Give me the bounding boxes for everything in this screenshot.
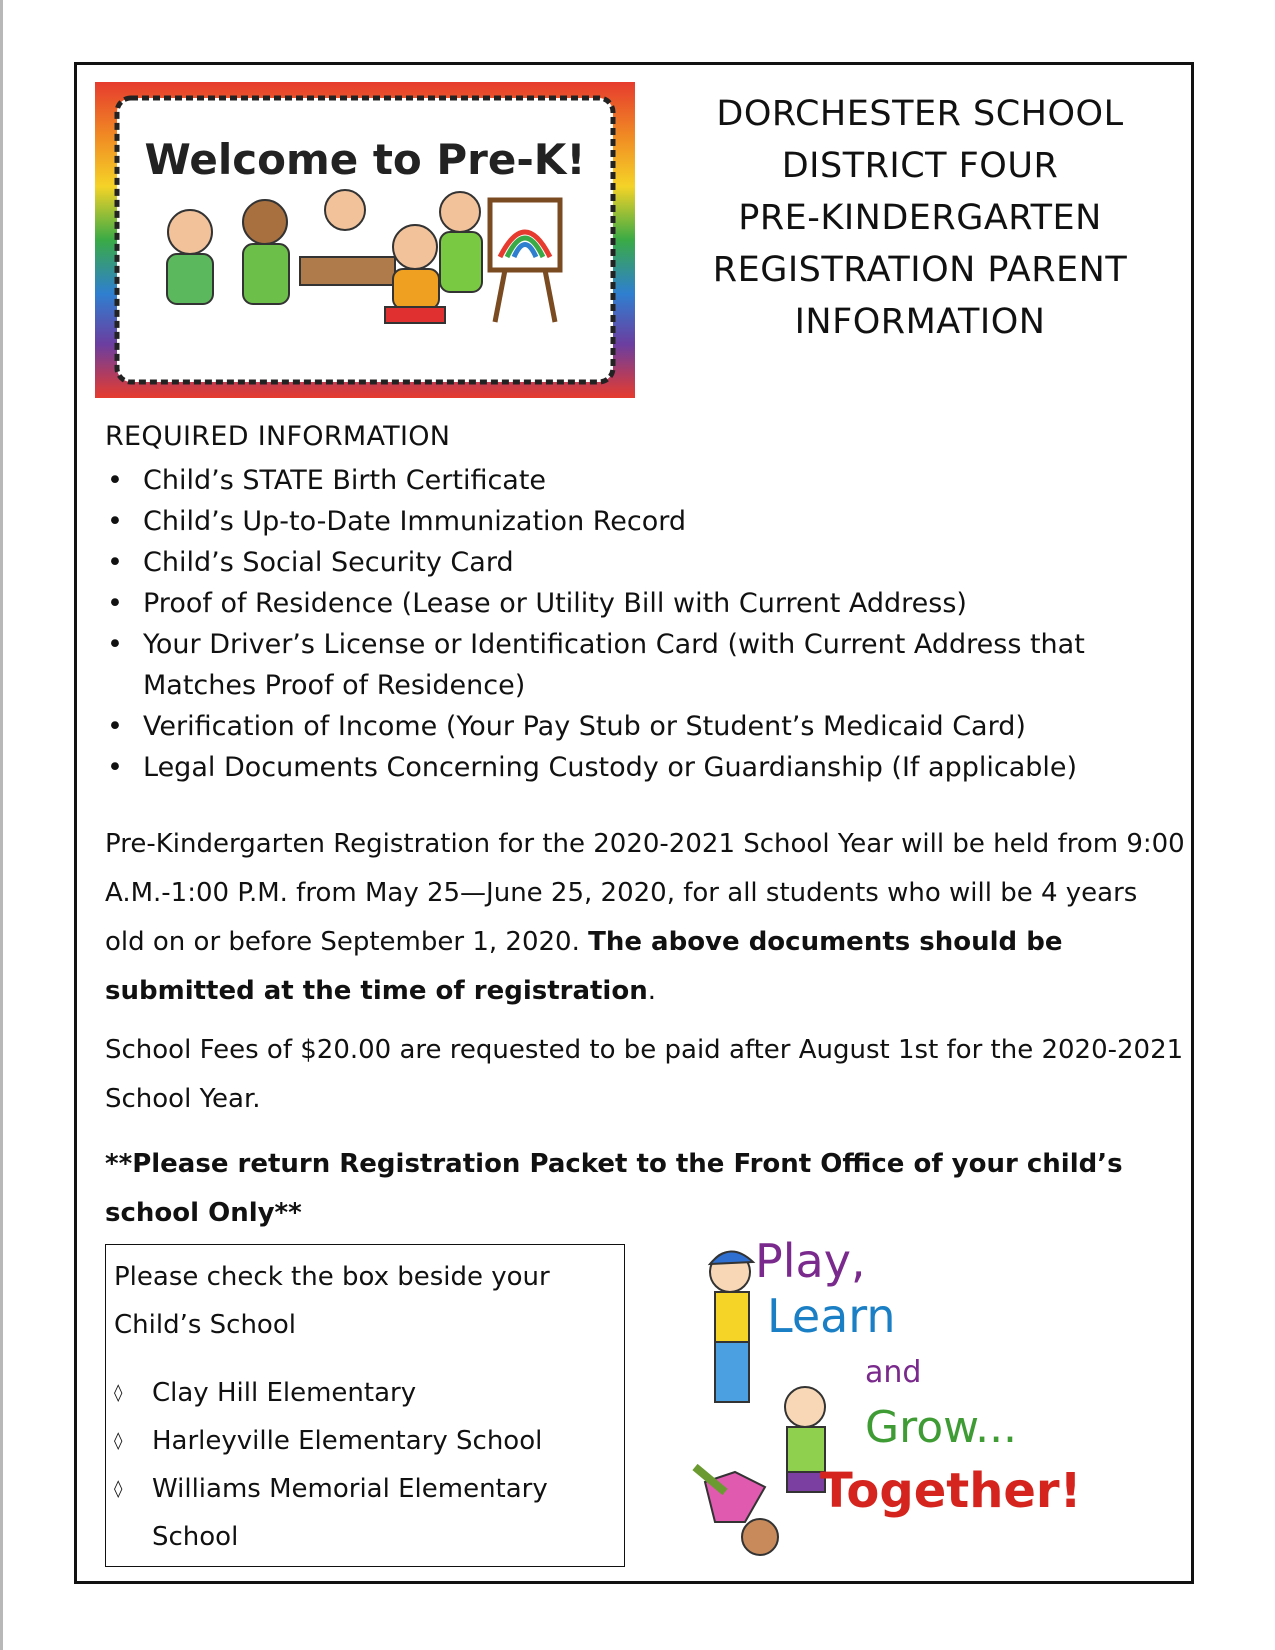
clipart-word: and	[865, 1355, 922, 1390]
school-options-list	[114, 1369, 614, 1561]
paragraph-end: .	[647, 976, 656, 1006]
list-item	[105, 624, 1175, 706]
clipart-word: Grow...	[865, 1402, 1018, 1453]
document-title	[650, 88, 1190, 348]
school-fees-paragraph: School Fees of $20.00 are requested to be paid after August 1st for the 2020-2021 School Year.	[105, 1035, 1184, 1114]
item-text: Legal Documents Concerning Custody or Guardianship (If applicable)	[143, 752, 1078, 783]
school-option-label: Harleyville Elementary School	[152, 1426, 543, 1456]
paragraph-text: Pre-Kindergarten Registration for the 2020-2021 School Year will be held from 9:00 A.M.-1:00 P.M. from May 25—June 25, 2020, for all students who will be 4 years old on or before September 1, 2020.	[105, 829, 1185, 957]
bullet-icon: •	[107, 588, 123, 619]
list-item	[105, 460, 1175, 501]
diamond-bullet-icon: ◊	[114, 1383, 123, 1403]
list-item	[105, 747, 1175, 788]
paragraph-bold-text: The above documents should be submitted at the time of registration	[105, 927, 1063, 1006]
list-item	[105, 706, 1175, 747]
bullet-icon: •	[107, 711, 123, 742]
title-line: DORCHESTER SCHOOL	[716, 94, 1124, 134]
item-text: Child’s STATE Birth Certificate	[143, 465, 547, 496]
item-text: Verification of Income (Your Pay Stub or Student’s Medicaid Card)	[143, 711, 1026, 742]
school-option[interactable]	[114, 1465, 614, 1561]
bullet-icon: •	[107, 465, 123, 496]
bullet-icon: •	[107, 506, 123, 537]
bullet-icon: •	[107, 629, 123, 660]
registration-dates-paragraph	[105, 820, 1185, 1016]
bullet-icon: •	[107, 752, 123, 783]
clipart-word: Play,	[755, 1234, 866, 1288]
page-edge-line	[0, 0, 3, 1650]
item-text: Proof of Residence (Lease or Utility Bill with Current Address)	[143, 588, 967, 619]
item-text: Your Driver’s License or Identification Card (with Current Address that Matches Proof of Residence)	[143, 629, 1085, 701]
title-line: INFORMATION	[794, 302, 1046, 342]
list-item	[105, 583, 1175, 624]
school-selection-box	[105, 1244, 625, 1567]
item-text: Child’s Up-to-Date Immunization Record	[143, 506, 687, 537]
title-line: DISTRICT FOUR	[781, 146, 1059, 186]
bullet-icon: •	[107, 547, 123, 578]
list-item	[105, 542, 1175, 583]
school-option-label: Clay Hill Elementary	[152, 1378, 417, 1408]
item-text: Child’s Social Security Card	[143, 547, 514, 578]
banner-title: Welcome to Pre-K!	[144, 135, 586, 184]
diamond-bullet-icon: ◊	[114, 1479, 123, 1499]
title-line: REGISTRATION PARENT	[712, 250, 1128, 290]
school-option[interactable]	[114, 1417, 614, 1465]
play-learn-grow-clipart	[685, 1232, 1125, 1562]
clipart-word: Together!	[820, 1463, 1082, 1519]
school-option-label: Williams Memorial Elementary School	[152, 1474, 548, 1552]
school-selection-instruction: Please check the box beside your Child’s School	[114, 1262, 550, 1340]
return-packet-notice: **Please return Registration Packet to the Front Office of your child’s school Only**	[105, 1149, 1123, 1228]
welcome-banner-image	[95, 82, 635, 398]
clipart-word: Learn	[767, 1289, 896, 1343]
school-option[interactable]	[114, 1369, 614, 1417]
title-line: PRE-KINDERGARTEN	[738, 198, 1102, 238]
required-info-heading: REQUIRED INFORMATION	[105, 421, 451, 452]
required-info-list	[105, 460, 1175, 788]
diamond-bullet-icon: ◊	[114, 1431, 123, 1451]
list-item	[105, 501, 1175, 542]
